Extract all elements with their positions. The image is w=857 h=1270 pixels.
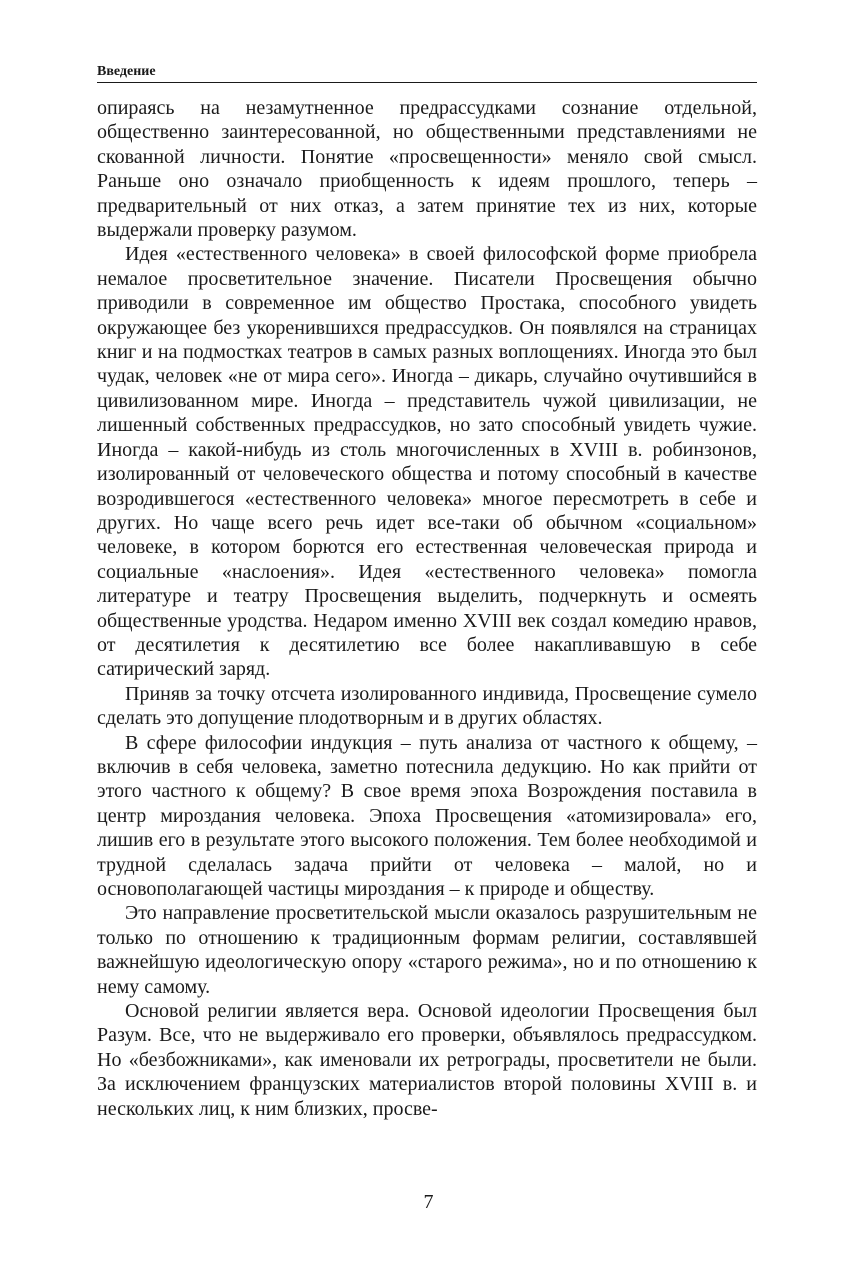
paragraph: Основой религии является вера. Основой идеологии Просвещения был Разум. Все, что не выдерживало его проверки, объявлялось предрассудком. Но «безбожниками», как именовали их ретрограды, просветители не были. За исключением французских материалистов второй половины XVIII в. и нескольких лиц, к ним близких, просве- bbox=[97, 1000, 757, 1120]
page-number: 7 bbox=[423, 1191, 434, 1213]
paragraph: опираясь на незамутненное предрассудками сознание отдельной, общественно заинтересованной, но общественными представлениями не скованной личности. Понятие «просвещенности» меняло свой смысл. Раньше оно означало приобщенность к идеям прошлого, теперь – предварительный от них отказ, а затем принятие тех из них, которые выдержали проверку разумом. bbox=[97, 97, 757, 242]
section-title: Введение bbox=[97, 64, 156, 79]
body-text bbox=[97, 96, 757, 1121]
paragraph: Это направление просветительской мысли оказалось разрушительным не только по отношению к традиционным формам религии, составлявшей важнейшую идеологическую опору «старого режима», но и по отношению к нему самому. bbox=[97, 902, 757, 998]
running-header bbox=[97, 62, 757, 83]
paragraph: В сфере философии индукция – путь анализа от частного к общему, – включив в себя человека, заметно потеснила дедукцию. Но как прийти от этого частного к общему? В свое время эпоха Возрождения поставила в центр мироздания человека. Эпоха Просвещения «атомизировала» его, лишив его в результате этого высокого положения. Тем более необходимой и трудной сделалась задача прийти от человека – малой, но и основополагающей частицы мироздания – к природе и обществу. bbox=[97, 731, 757, 900]
paragraph: Приняв за точку отсчета изолированного индивида, Просвещение сумело сделать это допущение плодотворным и в других областях. bbox=[97, 682, 757, 730]
paragraph: Идея «естественного человека» в своей философской форме приобрела немалое просветительное значение. Писатели Просвещения обычно приводили в современное им общество Простака, способного увидеть окружающее без укоренившихся предрассудков. Он появлялся на страницах книг и на подмостках театров в самых разных воплощениях. Иногда это был чудак, человек «не от мира сего». Иногда – дикарь, случайно очутившийся в цивилизованном мире. Иногда – представитель чужой цивилизации, не лишенный собственных предрассудков, но зато способный увидеть чужие. Иногда – какой-нибудь из столь многочисленных в XVIII в. робинзонов, изолированный от человеческого общества и потому способный в качестве возродившегося «естественного человека» многое пересмотреть в себе и других. Но чаще всего речь идет все-таки об обычном «социальном» человеке, в котором борются его естественная человеческая природа и социальные «наслоения». Идея «естественного человека» помогла литературе и театру Просвещения выделить, подчеркнуть и осмеять общественные уродства. Недаром именно XVIII век создал комедию нравов, от десятилетия к десятилетию все более накапливавшую в себе сатирический заряд. bbox=[97, 243, 757, 681]
